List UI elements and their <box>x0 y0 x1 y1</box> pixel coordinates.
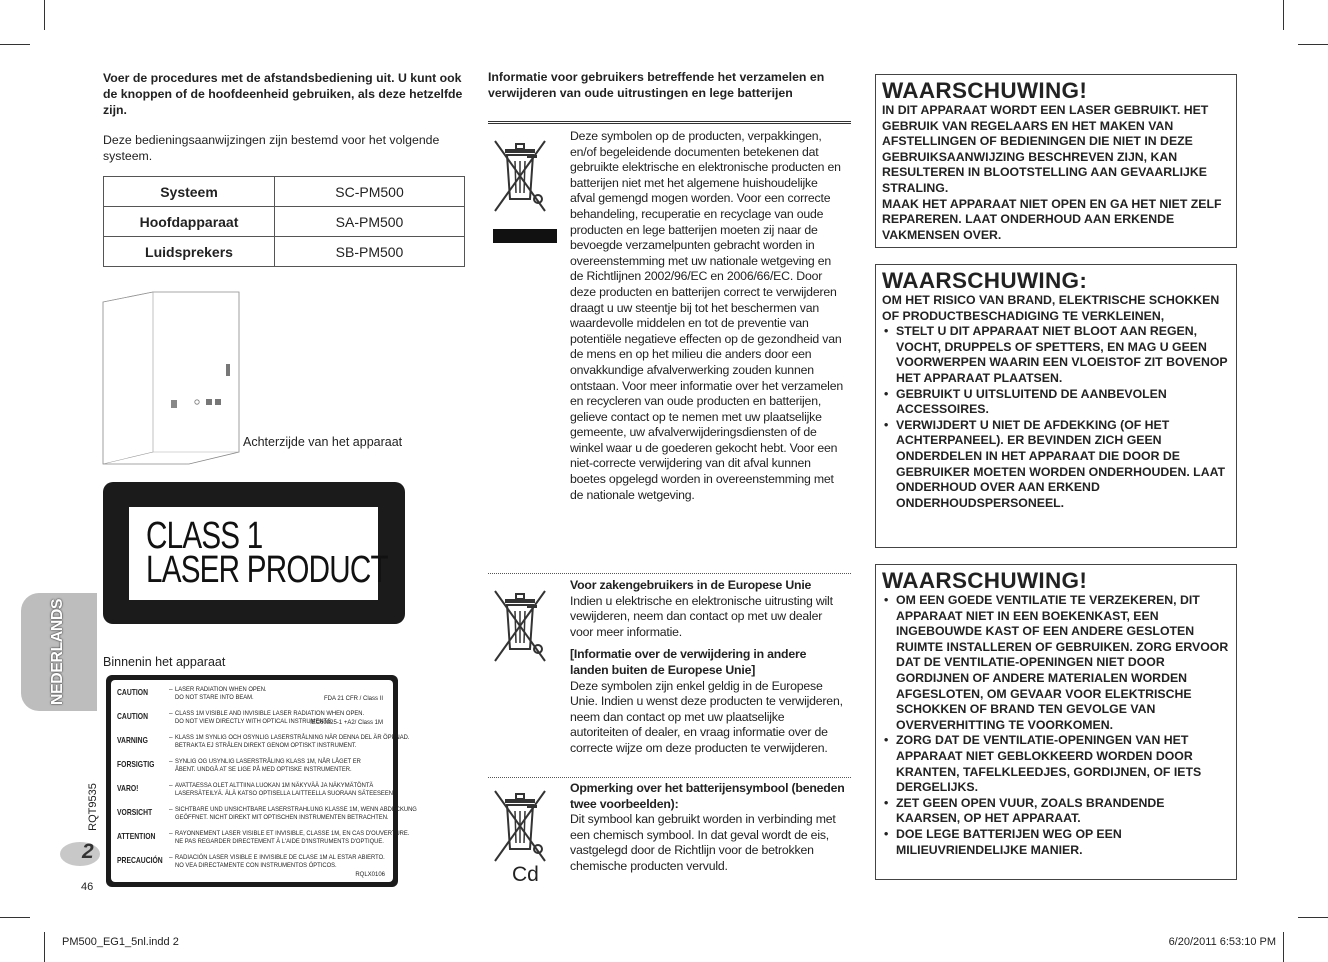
label-row <box>115 684 389 708</box>
inside-caption: Binnenin het apparaat <box>103 655 226 669</box>
label-row-text: SICHTBARE UND UNSICHTBARE LASERSTRAHLUNG KLASSE 1M, WENN ABDECKUNG GEÖFFNET. NICHT DIREKT MIT OPTISCHEN INSTRUMENTEN BETRACHTEN. <box>175 806 417 821</box>
footer-timestamp: 6/20/2011 6:53:10 PM <box>1168 936 1276 948</box>
outside-eu-heading: [Informatie over de verwijdering in andere landen buiten de Europese Unie] <box>570 647 807 677</box>
table-cell-label: Hoofdapparaat <box>104 207 275 237</box>
warning-text: MAAK HET APPARAAT NIET OPEN EN GA HET NIET ZELF REPAREREN. LAAT ONDERHOUD AAN ERKENDE VAKMENSEN OVER. <box>882 196 1222 242</box>
label-row <box>115 828 410 852</box>
product-date-bar <box>493 229 557 243</box>
crossed-bin-icon <box>489 583 551 667</box>
business-heading: Voor zakengebruikers in de Europese Unie <box>570 578 812 592</box>
label-row-title: CAUTION <box>117 711 148 721</box>
label-row-title: ATTENTION <box>117 831 156 841</box>
disposal-heading: Informatie voor gebruikers betreffende het verzamelen en verwijderen van oude uitrustingen en lege batterijen <box>488 70 825 100</box>
label-row-dash: – <box>169 734 173 741</box>
label-row-dash: – <box>169 758 173 765</box>
warning-box-laser <box>875 74 1237 248</box>
label-row-text: RADIACIÓN LASER VISIBLE E INVISIBLE DE CLASE 1M AL ESTAR ABIERTO. NO VEA DIRECTAMENTE CON INSTRUMENTOS ÓPTICOS. <box>175 854 385 869</box>
crop-mark <box>44 0 45 30</box>
crop-mark <box>1283 0 1284 30</box>
label-code: RQLX0106 <box>355 872 385 878</box>
label-row-title: FORSIGTIG <box>117 759 155 769</box>
label-row-text: LASER RADIATION WHEN OPEN. DO NOT STARE INTO BEAM. <box>175 686 267 701</box>
list-item: • ZET GEEN OPEN VUUR, ZOALS BRANDENDE KAARSEN, OP HET APPARAAT. <box>882 796 1230 827</box>
label-row-dash: – <box>169 830 173 837</box>
table-row <box>104 177 465 207</box>
section-divider <box>488 777 851 778</box>
label-row-dash: – <box>169 710 173 717</box>
crop-mark <box>0 917 30 918</box>
list-item: • OM EEN GOEDE VENTILATIE TE VERZEKEREN, DIT APPARAAT NIET IN EEN BOEKENKAST, EEN INGEBOUWDE KAST OF EEN ANDERE GESLOTEN RUIMTE INSTALLEREN OF GEBRUIKEN. ZORG ERVOOR DAT DE VENTILATIE-OPENINGEN NIET DOOR GORDIJNEN OF ANDERE MATERIALEN WORDEN AFGESLOTEN, OM GEVAAR VOOR ELEKTRISCHE SCHOKKEN OF BRAND TEN GEVOLGE VAN OVERVERHITTING TE VOORKOMEN. <box>882 593 1230 733</box>
label-row-title: VARO! <box>117 783 139 793</box>
class1-laser-label <box>103 482 405 624</box>
table-cell-value: SB-PM500 <box>275 237 465 267</box>
section-divider <box>488 573 851 574</box>
warning-list <box>882 324 1230 511</box>
table-cell-value: SA-PM500 <box>275 207 465 237</box>
chemical-symbol: Cd <box>512 863 539 886</box>
rear-unit-illustration <box>101 290 241 466</box>
business-users-section <box>570 578 845 757</box>
crossed-bin-icon <box>489 133 551 217</box>
label-row-title: PRECAUCIÓN <box>117 855 163 865</box>
warning-text: IN DIT APPARAAT WORDT EEN LASER GEBRUIKT. HET GEBRUIK VAN REGELAARS EN HET MAKEN VAN AFSTELLINGEN OF BEDIENINGEN DIE NIET IN DEZE GEBRUIKSAANWIJZING BESCHREVEN ZIJN, KAN RESULTEREN IN BLOOTSTELLING AAN GEVAARLIJKE STRALING. <box>882 103 1209 195</box>
left-column <box>103 70 465 164</box>
rear-caption: Achterzijde van het apparaat <box>243 435 403 449</box>
label-row <box>115 732 410 756</box>
label-row-title: CAUTION <box>117 687 148 697</box>
crop-mark <box>44 932 45 962</box>
label-row-title: VORSICHT <box>117 807 153 817</box>
label-row-text: AVATTAESSA OLET ALTTIINA LUOKAN 1M NÄKYVÄÄ JA NÄKYMÄTÖNTÄ LASERSÄTEILYÄ. ÄLÄ KATSO OPTISELLA LAITTEELLA SUORAAN SÄTEESEEN. <box>175 782 395 797</box>
list-item: • DOE LEGE BATTERIJEN WEG OP EEN MILIEUVRIENDELIJKE MANIER. <box>882 827 1230 858</box>
warning-title: WAARSCHUWING: <box>882 268 1088 293</box>
list-item: • VERWIJDERT U NIET DE AFDEKKING (OF HET ACHTERPANEEL). ER BEVINDEN ZICH GEEN ONDERDELEN IN HET APPARAAT DIE DOOR DE GEBRUIKER MOETEN WORDEN ONDERHOUDEN. LAAT ONDERHOUD OVER AAN ERKEND ONDERHOUDSPERSONEEL. <box>882 418 1230 512</box>
crossed-bin-icon <box>489 783 551 867</box>
label-row <box>115 780 395 804</box>
label-row-dash: – <box>169 782 173 789</box>
label-row <box>115 852 389 876</box>
page-number: 2 <box>82 840 94 863</box>
table-cell-value: SC-PM500 <box>275 177 465 207</box>
warning-title: WAARSCHUWING! <box>882 78 1088 103</box>
label-row <box>115 756 389 780</box>
table-cell-label: Luidsprekers <box>104 237 275 267</box>
crop-mark <box>1283 932 1284 962</box>
heading-rule <box>488 121 851 124</box>
battery-symbol-section <box>570 781 845 875</box>
warning-box-ventilation <box>875 564 1237 880</box>
footer-filename: PM500_EG1_5nl.indd 2 <box>62 936 179 948</box>
list-item: • ZORG DAT DE VENTILATIE-OPENINGEN VAN HET APPARAAT NIET GEBLOKKEERD WORDEN DOOR KRANTEN, TAFELKLEEDJES, GORDIJNEN, OF IETS DERGELIJKS. <box>882 733 1230 795</box>
crop-mark <box>1298 917 1328 918</box>
label-row-standard: FDA 21 CFR / Class II <box>323 696 383 702</box>
label-row-dash: – <box>169 686 173 693</box>
label-row-dash: – <box>169 854 173 861</box>
intro-text: Deze bedieningsaanwijzingen zijn bestemd voor het volgende systeem. <box>103 133 440 163</box>
label-row-text: RAYONNEMENT LASER VISIBLE ET INVISIBLE, CLASSE 1M, EN CAS D'OUVERTURE. NE PAS REGARDER DIRECTEMENT À L'AIDE D'INSTRUMENTS D'OPTIQUE. <box>175 830 410 845</box>
sheet-number: 46 <box>81 881 94 893</box>
laser-line-2: LASER PRODUCT <box>146 549 388 591</box>
battery-heading: Opmerking over het batterijensymbool (beneden twee voorbeelden): <box>570 781 845 811</box>
page-number-oval <box>60 842 100 866</box>
language-tab-label: NEDERLANDS <box>49 598 66 706</box>
warning-text: OM HET RISICO VAN BRAND, ELEKTRISCHE SCHOKKEN OF PRODUCTBESCHADIGING TE VERKLEINEN, <box>882 293 1220 323</box>
warning-box-fire <box>875 264 1237 548</box>
label-row-text: CLASS 1M VISIBLE AND INVISIBLE LASER RADIATION WHEN OPEN. DO NOT VIEW DIRECTLY WITH OPTICAL INSTRUMENTS. <box>175 710 365 725</box>
list-item: • STELT U DIT APPARAAT NIET BLOOT AAN REGEN, VOCHT, DRUPPELS OF SPETTERS, EN MAG U GEEN VOORWERPEN WAARIN EEN VLOEISTOF ZIT BOVENOP HET APPARAAT PLAATSEN. <box>882 324 1230 386</box>
doc-code: RQT9535 <box>87 783 99 831</box>
label-row-standard: IEC60825-1 +A2/ Class 1M <box>310 720 383 726</box>
disposal-body: Deze symbolen op de producten, verpakkingen, en/of begeleidende documenten betekenen dat gebruikte elektrische en elektronische producten en batterijen niet met het algemene huishoudelijke afval gemengd mogen worden. Voor een correcte behandeling, recuperatie en recyclage van oude producten en lege batterijen moeten zij naar de bevoegde verzamelpunten gebracht worden in overeenstemming met uw nationale wetgeving en de Richtlijnen 2002/96/EC en 2006/66/EC. Door deze producten en batterijen correct te verwijderen draagt u uw steentje bij tot het beschermen van waardevolle middelen en tot de preventie van potentiële negatieve effecten op de gezondheid van de mens en op het milieu die anders door een onvakkundige afvalverwerking zouden kunnen ontstaan. Voor meer informatie over het verzamelen en recycleren van oude producten en batterijen, gelieve contact op te nemen met uw plaatselijke gemeente, uw afvalverwijderingsdiensten of de winkel waar u de goederen gekocht hebt. Voor een niet-correcte verwijdering van dit afval kunnen boetes opgelegd worden in overeenstemming met de nationale wetgeving. <box>570 129 843 502</box>
list-item: • GEBRUIKT U UITSLUITEND DE AANBEVOLEN ACCESSOIRES. <box>882 387 1230 418</box>
laser-line-1: CLASS 1 <box>146 515 263 557</box>
label-row <box>115 708 389 732</box>
business-text: Indien u elektrische en elektronische uitrusting wilt vewijderen, neem dan contact op met uw dealer voor meer informatie. <box>570 593 833 639</box>
table-row <box>104 207 465 237</box>
system-table <box>103 176 465 267</box>
warning-title: WAARSCHUWING! <box>882 568 1088 593</box>
battery-text: Dit symbool kan gebruikt worden in verbinding met een chemisch symbool. In dat geval wordt de eis, vastgelegd door de Richtlijn voor de betrokken chemische producten vervuld. <box>570 812 836 873</box>
label-row <box>115 804 417 828</box>
label-row-text: SYNLIG OG USYNLIG LASERSTRÅLING KLASS 1M, NÅR LÅGET ER ÅBENT. UNDGÅ AT SE LIGE PÅ MED OPTISKE INSTRUMENTER. <box>175 758 361 773</box>
table-row <box>104 237 465 267</box>
crop-mark <box>1298 44 1328 45</box>
warning-list <box>882 593 1230 858</box>
laser-warning-label <box>106 675 417 887</box>
crop-mark <box>0 44 30 45</box>
outside-eu-text: Deze symbolen zijn enkel geldig in de Europese Unie. Indien u wenst deze producten te verwijderen, neem dan contact op met uw plaatselijke autoriteiten of dealer, en vraag informatie over de correcte wijze om deze producten te verwijderen. <box>570 678 843 755</box>
label-row-text: KLASS 1M SYNLIG OCH OSYNLIG LASERSTRÅLNING NÄR DENNA DEL ÄR ÖPPNAD. BETRAKTA EJ STRÅLEN DIREKT GENOM OPTISKT INSTRUMENT. <box>175 734 410 749</box>
table-cell-label: Systeem <box>104 177 275 207</box>
label-row-dash: – <box>169 806 173 813</box>
intro-bold: Voer de procedures met de afstandsbediening uit. U kunt ook de knoppen of de hoofdeenheid gebruiken, als deze hetzelfde zijn. <box>103 71 463 117</box>
label-row-title: VARNING <box>117 735 148 745</box>
